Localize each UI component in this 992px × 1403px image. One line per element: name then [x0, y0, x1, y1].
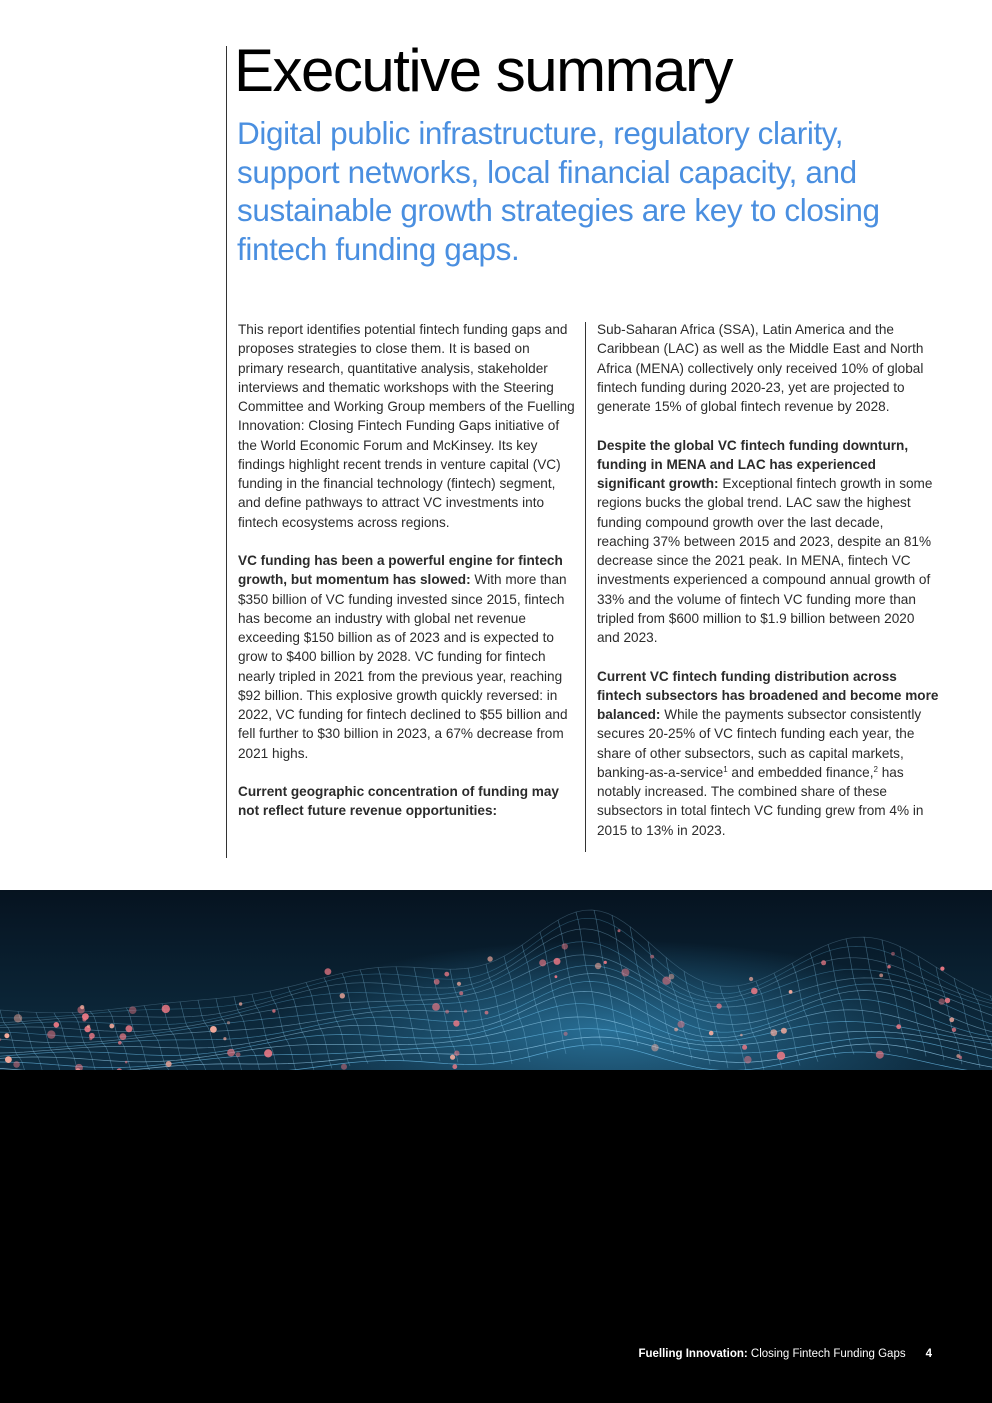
subsectors-text-a: While the payments subsector consistently secures 20-25% of VC fintech funding each year, the share of other subsectors, such as capital markets, banking-as-a-service — [597, 707, 922, 780]
hero-image-network-landscape — [0, 890, 992, 1070]
glow-dot — [47, 1030, 55, 1038]
glow-dot — [4, 1033, 9, 1038]
glow-dot — [896, 1024, 901, 1029]
glow-dot — [618, 929, 621, 932]
glow-dot — [562, 943, 568, 949]
glow-dot — [554, 958, 561, 965]
glow-dot — [887, 965, 890, 968]
glow-dot — [166, 1061, 172, 1067]
mena-lac-text: Exceptional fintech growth in some regions bucks the global trend. LAC saw the highest funding compound growth over the last decade, reaching 37% between 2015 and 2023, despite an 81% decrease since the 2021 peak. In MENA, fintech VC investments experienced a compound annual growth of 33% and the volume of fintech VC funding more than tripled from $600 million to $1.9 billion between 2020 and 2023. — [597, 476, 933, 645]
glow-dot — [162, 1005, 170, 1013]
glow-dot — [325, 968, 332, 975]
mena-lac-paragraph — [597, 436, 939, 648]
glow-dot — [126, 1025, 133, 1032]
page-footer — [638, 1346, 932, 1362]
glow-dot — [454, 1051, 459, 1056]
glow-dot — [80, 1005, 84, 1009]
glow-dot — [952, 1028, 956, 1032]
subsectors-text-c: has notably increased. The combined share of these subsectors in total fintech VC funding grew from 4% in 2015 to 13% in 2023. — [597, 764, 924, 838]
glow-dot — [939, 998, 945, 1004]
mesh-column-line — [144, 1006, 170, 1070]
glow-dot — [487, 956, 492, 961]
glow-dot — [669, 974, 675, 980]
glow-dot — [264, 1049, 272, 1057]
glow-dot — [444, 972, 449, 977]
glow-dot — [457, 982, 461, 986]
glow-dot — [89, 1033, 95, 1039]
glow-dot — [445, 1010, 449, 1014]
glow-dot — [564, 1032, 568, 1036]
title-divider-line — [226, 46, 227, 858]
page-subtitle: Digital public infrastructure, regulatory clarity, support networks, local financial capacity, and sustainable growth strategies are key to closing fintech funding gaps. — [237, 115, 880, 267]
glow-dot — [709, 1031, 714, 1036]
glow-dot — [751, 988, 758, 995]
glow-dot — [651, 1044, 658, 1051]
glow-dot — [129, 1006, 137, 1014]
footer-report-title-a: Fuelling Innovation: — [638, 1348, 748, 1360]
glow-dot — [539, 959, 546, 966]
left-text-column — [238, 320, 578, 840]
glow-dot — [236, 1052, 241, 1057]
glow-dot — [879, 974, 883, 978]
geographic-heading: Current geographic concentration of funding may not reflect future revenue opportunities: — [238, 784, 559, 819]
subsectors-paragraph — [597, 667, 939, 840]
glow-dot — [744, 1056, 752, 1064]
column-divider-line — [585, 322, 586, 852]
wireframe-landscape-graphic — [0, 890, 992, 1070]
glow-dot — [239, 1002, 242, 1005]
glow-dot — [459, 991, 463, 995]
glow-dot — [54, 1022, 60, 1028]
glow-dot — [940, 967, 944, 971]
glow-dot — [82, 1013, 89, 1020]
glow-dot — [340, 993, 345, 998]
geographic-paragraph — [238, 782, 578, 821]
glow-dot — [770, 1029, 777, 1036]
glow-dot — [821, 960, 826, 965]
glow-dot — [434, 979, 440, 985]
glow-dot — [432, 1003, 440, 1011]
mena-lac-heading: Despite the global VC fintech funding downturn, funding in MENA and LAC has experienced significant growth: — [597, 437, 909, 491]
mesh-column-line — [54, 1013, 80, 1070]
glow-dot — [450, 1055, 455, 1060]
glow-dot — [341, 1064, 347, 1070]
glow-dot — [87, 1025, 90, 1028]
subsectors-text-b: and embedded finance, — [727, 764, 874, 780]
glow-dot — [452, 1064, 457, 1069]
glow-dot — [120, 1033, 127, 1040]
glow-dot — [674, 1028, 678, 1032]
footnote-ref-2[interactable]: 2 — [873, 764, 878, 774]
page-number: 4 — [925, 1348, 932, 1360]
glow-dot — [555, 975, 558, 978]
glow-dot — [891, 952, 895, 956]
page-title: Executive summary — [234, 37, 732, 104]
glow-dot — [781, 1028, 787, 1034]
glow-dot — [650, 955, 654, 959]
glow-dot — [227, 1021, 230, 1024]
glow-dot — [118, 1041, 122, 1045]
glow-dot — [716, 1003, 721, 1008]
glow-dot — [464, 1010, 467, 1013]
glow-dot — [485, 1011, 489, 1015]
glow-dot — [604, 961, 607, 964]
subsectors-heading: Current VC fintech funding distribution across fintech subsectors has broadened and become more balanced: — [597, 668, 939, 722]
footnote-ref-1[interactable]: 1 — [723, 764, 728, 774]
glow-dot — [13, 1061, 20, 1068]
glow-dot — [223, 1037, 226, 1040]
glow-dot — [621, 969, 629, 977]
glow-dot — [453, 1020, 459, 1026]
glow-dot — [740, 1034, 743, 1037]
glow-dot — [876, 1051, 884, 1059]
glow-dot — [210, 1026, 217, 1033]
glow-dot — [227, 1049, 235, 1057]
glow-dot — [125, 1061, 128, 1064]
glow-dot — [14, 1014, 22, 1022]
glow-dot — [595, 963, 601, 969]
vc-funding-heading: VC funding has been a powerful engine for fintech growth, but momentum has slowed: — [238, 553, 563, 588]
glow-dot — [742, 1045, 747, 1050]
vc-funding-text: With more than $350 billion of VC funding invested since 2015, fintech has become an industry with global net revenue exceeding $150 billion as of 2023 and is expected to grow to $400 billion by 2028. VC funding for fintech nearly tripled in 2021 from the previous year, reaching $92 billion. This explosive growth quickly reversed: in 2022, VC funding for fintech declined to $55 billion and fell further to $30 billion in 2023, a 67% decrease from 2021 highs. — [238, 572, 568, 761]
glow-dot — [949, 1017, 954, 1022]
mesh-column-line — [216, 999, 242, 1070]
footer-report-title-b: Closing Fintech Funding Gaps — [747, 1348, 906, 1360]
glow-dot — [109, 1024, 114, 1029]
glow-dot — [777, 1052, 785, 1060]
regions-paragraph: Sub-Saharan Africa (SSA), Latin America and the Caribbean (LAC) as well as the Middle East and North Africa (MENA) collectively only received 10% of global fintech funding during 2020-23, yet are projected to generate 15% of global fintech revenue by 2028. — [597, 322, 924, 414]
glow-dot — [945, 998, 950, 1003]
glow-dot — [749, 977, 753, 981]
glow-dot — [678, 1021, 685, 1028]
vc-funding-paragraph — [238, 551, 578, 763]
glow-dot — [789, 990, 793, 994]
glow-dot — [272, 1009, 275, 1012]
glow-dot — [959, 1056, 962, 1059]
glow-dot — [5, 1056, 12, 1063]
right-text-column — [597, 320, 939, 859]
intro-paragraph: This report identifies potential fintech funding gaps and proposes strategies to close them. It is based on primary research, quantitative analysis, stakeholder interviews and thematic workshops with the Steering Committee and Working Group members of the Fuelling Innovation: Closing Fintech Funding Gaps initiative of the World Economic Forum and McKinsey. Its key findings highlight recent trends in venture capital (VC) funding in the financial technology (fintech) segment, and define pathways to attract VC investments into fintech ecosystems across regions. — [238, 322, 575, 530]
